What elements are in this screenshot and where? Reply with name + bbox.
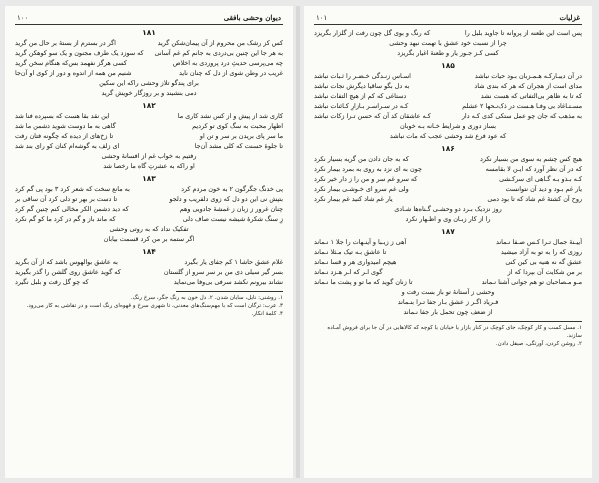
verse-row: کس کز رشک من محروم از آن پیمان‌شکن گرید اگر در بسترم از بستهٔ بر حال من گرید bbox=[15, 39, 283, 47]
verse-row: تا جلوهٔ حسنت که کلی مشد آن‌جا ای زلف به گوشه‌ام کنان کو رای بند شد bbox=[15, 142, 283, 150]
closing-couplet: برای پندگو تلاز وحشی راکه این سکین bbox=[99, 79, 199, 87]
poem-continuation bbox=[314, 28, 582, 58]
verse-row: کـه بـذو بـه گـاهی ای سرکـشی که سرو غم سر و من را ز دار خیر نکرد bbox=[314, 175, 582, 183]
page-header bbox=[15, 12, 283, 25]
poem-186 bbox=[314, 144, 582, 224]
verse-row: یار غم بـود و دید آن نتوانست ولی غم سرو ای خـوشـی بیمار نکرد bbox=[314, 185, 582, 193]
closing-couplet: را از کار زبـان وی و اظـهار نکرد bbox=[405, 215, 491, 223]
poem-number: ۱۸۶ bbox=[441, 144, 455, 153]
closing-couplet: بساز دوری و شرایط خـانه‌ بـه خوبان bbox=[399, 122, 497, 130]
footnote: ۴. کلمهٔ انکار. bbox=[251, 311, 283, 317]
verse-row: مدای است از هجران که هر که بندی شاد به دل بگو ساقیا دیگرش نجات نباشد bbox=[314, 82, 582, 90]
verse-row: پس است این طعنه از پروانه تا جاوید بلبل را که رنگ و بوی گل چون رفت از گلزار بگریزد bbox=[314, 29, 582, 37]
closing-couplet: اگر ستمه بر من کرد قسمت بیابان bbox=[103, 235, 195, 243]
verse-row: ما سر پای بریدن بر سر و تن او تا زخ‌های از دیده که چگونه فتان رفت bbox=[15, 132, 283, 140]
verse-row: روح آن کشتهٔ غم شاد که تا بود دمی یار غم شاد کنید غم بیمار نکرد bbox=[314, 195, 582, 203]
footnote-rule bbox=[475, 321, 582, 322]
verse-row: کاری شد از پیش و از کس نشد کاری ما این نقد بقا هست که بسپرده فنا شد bbox=[15, 112, 283, 120]
poem-182 bbox=[15, 101, 283, 171]
poem-number: ۱۸۴ bbox=[142, 247, 156, 256]
closing-couplet: تفکیک نداد که به روتی وحشی bbox=[109, 225, 189, 233]
verse-row: غریب در وطن شوی از دل که چنان ناید شنیم من همه از اندوه و دور از کوی او آن‌جا bbox=[15, 69, 283, 77]
poem-187 bbox=[314, 227, 582, 317]
verse-row: به هر جا این چنین بی‌دردی به جانم کم غم آسانی که سوزد یک طرف مجنون و یک سو کوهکن گرید bbox=[15, 49, 283, 57]
book-gutter bbox=[296, 6, 300, 478]
closing-couplet: فـریاد اگـر ز عشق بـار جفا تـرا بنـماند bbox=[397, 298, 499, 306]
footnote-rule bbox=[176, 291, 283, 292]
verse-row: مـو مـصاحبان تو هم جوانی آشنا نـماند تا زنان گوید که ما تو و پشت ما نـماند bbox=[314, 278, 582, 286]
page-100 bbox=[5, 6, 293, 478]
verse-row: به مذهب که جان چو عمل ستکی کدی کـه دار کـه عاشقان کد آن که حسن تـرا زکات نباشد bbox=[314, 112, 582, 120]
verse-row: چه می‌پرسی حدیثِ درد پروردی به اخلاص کسی هرگز نفهمد بس‌که هنگام سخن گرید bbox=[15, 59, 283, 67]
footnote: ۲. روشن کردن، آورتگی، صیقل دادن. bbox=[495, 341, 582, 347]
verse-row: آییـنهٔ جمال تـرا کـس صـفا نـماند آهی ز زیـبا و آینـهات را جلا ۱ نـماند bbox=[314, 238, 582, 246]
verse-row: بتپش نی این دو دل که زوی دلفریب و دلجو تا دست بر بهر تو دلی کرد آن ساقی بر bbox=[15, 195, 283, 203]
verse-row: روزی که را به تو به آزاد میشید تا عاشق بـه تیک مـثلا نـماند bbox=[314, 248, 582, 256]
verse-row: پی خدنگ جگرگون ۲ به خون مردم کرد به مانع سخت که شعر کرد ۳ بود پی گم کرد bbox=[15, 185, 283, 193]
poem-183 bbox=[15, 174, 283, 244]
verse-row: بسر گیر سیلی دی من بر سر سرو از گلستان که گوید عاشق روی گلشن را گذر بگیرید bbox=[15, 268, 283, 276]
closing-couplet: چرا از نسبت خود عشق با تهمت نبهد وحشی bbox=[389, 39, 507, 47]
poem-number: ۱۸۱ bbox=[142, 28, 156, 37]
poem-number: ۱۸۵ bbox=[441, 61, 455, 70]
poem-184 bbox=[15, 247, 283, 287]
poem-number: ۱۸۲ bbox=[142, 101, 156, 110]
page-number: ۱۰۱ bbox=[316, 14, 328, 22]
poem-185 bbox=[314, 61, 582, 141]
poem-number: ۱۸۷ bbox=[441, 227, 455, 236]
closing-couplet: او راکه به عشرتِ گاه ما رخصا شد bbox=[103, 162, 195, 170]
poem-181 bbox=[15, 28, 283, 98]
running-head: دیوان وحشی بافقی bbox=[223, 13, 281, 22]
closing-couplet: رفتیم به خواب غم از افسانهٔ وحشی bbox=[101, 152, 197, 160]
verse-row: در آن دیبـارکـه هـمـزبان بـود حیات نباشد اسـاس زنـدگی خـضـر را ثـبات نباشد bbox=[314, 72, 582, 80]
verse-row: هیچ کس چشم به سوی من بسیار نکرد که به جان دادن من گریه بسیار نکرد bbox=[314, 155, 582, 163]
verse-row: اظهار محبت به سگ کوی تو کردیم گاهی به ما دوست شوید دشمن ما شد bbox=[15, 122, 283, 130]
closing-couplet: وحشی ز آستانهٔ تو باز بست رفت و bbox=[401, 288, 495, 296]
verse-row: عشق گه نه هنیه بی کین کنی هیچم امیدواری هر و قسا نـماند bbox=[314, 258, 582, 266]
closing-couplet: روز نزدیک بـرد دو وحشـی گـناه‌ها شـادی bbox=[394, 205, 502, 213]
verse-row: مسـتـاغاد بی‌ وفـا هـست در ذک‌نـحها ۲ عشلم کـه در سـراسـر بـازارِ کـائنات نباشد bbox=[314, 102, 582, 110]
closing-couplet: که عود فرع شد وحشی عجب که مات نباشد bbox=[389, 132, 507, 140]
footnote: ۱. مسل کسب و کار کوچک، جای کوچک در کنار بازار یا خیابان یا کوچه که کالاهایی در آن جا برای فروش آمـاده bbox=[327, 325, 582, 331]
verse-row: زِ سنگ شکرهٔ شیشه نیست صاف دلی که ماند باز و گم در کرد ما کو گم نکرد bbox=[15, 215, 283, 223]
verse-row: نشاند بیرونم نکشد سرفی بی‌وفا می‌نماید که چو گل رفت و بلبل نگیرد bbox=[15, 278, 283, 286]
closing-couplet: از ضعف چون تحمل بار جفا نـماند bbox=[403, 308, 493, 316]
verse-row: که در آن نظر آورد که ایـن لا بقامسه چون به ای نزد به روی به بمرد بیمار نکرد bbox=[314, 165, 582, 173]
page-header bbox=[314, 12, 582, 25]
footnote: ۳. عرب: ترگان است که با مهم‌سنگ‌های معدنی، تا شهری سرخ و قهوه‌ای رنگ است و در تقاشی به کار می‌رود. bbox=[26, 303, 283, 309]
verse-row: چنان غرور ز زبان ز غمشهٔ جادویی وهم که دید دشمن الکر مخالی کنم چنین گم کرد bbox=[15, 205, 283, 213]
verse-row: که تا به ظاهر بی‌التفاتی که هست نشد دستاغی که کم از هیچ التفات نباشد bbox=[314, 92, 582, 100]
closing-couplet: کسی کـز جـور یار و طعنهٔ اغیار بگریزد bbox=[397, 49, 499, 57]
footnote: سازند. bbox=[566, 333, 582, 339]
footnote: ۱. روشنی: نایل، سایان شدن. ۲. دل خون به رنگ جگر، سرخ رنگ. bbox=[130, 295, 283, 301]
page-number: ۱۰۰ bbox=[17, 14, 29, 22]
closing-couplet: دمی بنشیند و بر روزگار خویش گرید bbox=[101, 89, 197, 97]
poem-number: ۱۸۳ bbox=[142, 174, 156, 183]
verse-row: غلام عشق حاشا ۱ کم جفای یار بگیرد به عاشق بوالهوس باشد که از آن بگرید bbox=[15, 258, 283, 266]
running-head: غزلیات bbox=[559, 13, 580, 22]
page-101 bbox=[304, 6, 592, 478]
verse-row: بر من شکایت آن بپردا که از گوی اـر که اـر هـزد نـماند bbox=[314, 268, 582, 276]
